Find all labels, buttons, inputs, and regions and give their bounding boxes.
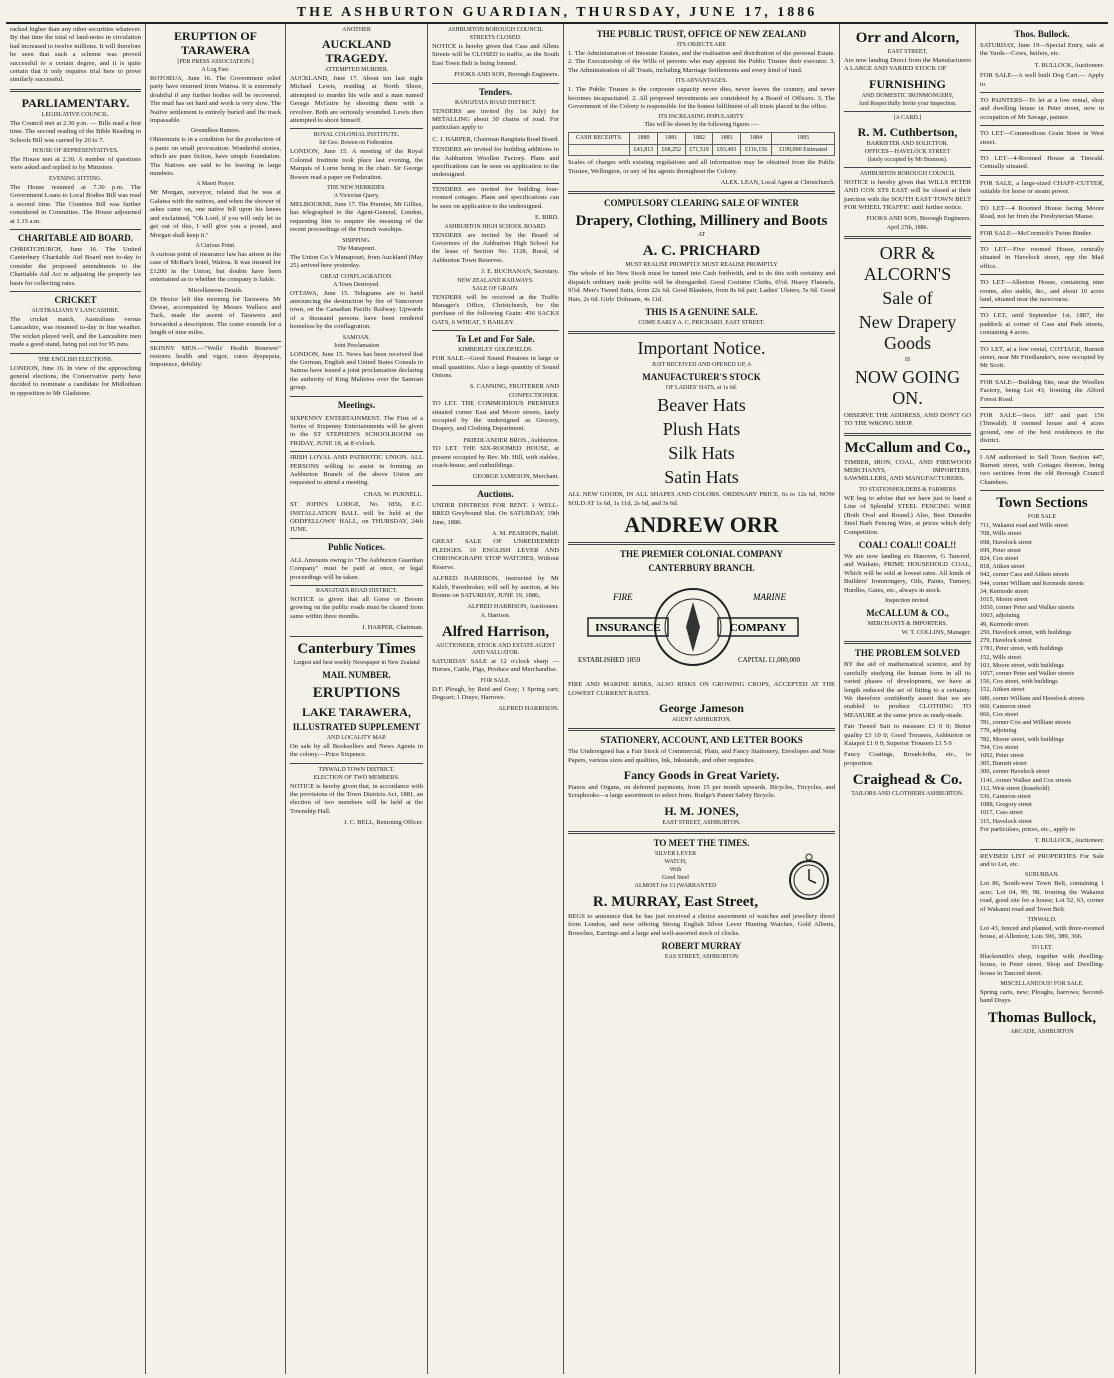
skinny-men-advert: SKINNY MEN.—"Wells' Health Renewer" restores health and vigor, cures dyspepsia, impotence, debility.	[150, 344, 281, 369]
table-header-cell: 1883	[713, 133, 741, 144]
evening-sitting-text: The House resumed at 7.30 p.m. The Government Loans to Local Bodies Bill was read a second time. The Counties Bill was further considered in Committee. The House adjourned at 1.15 a.m.	[10, 183, 141, 225]
silk-hats: Silk Hats	[668, 443, 735, 464]
fancy-goods: Fancy Goods in Great Variety.	[623, 767, 780, 782]
public-trust-popularity: ITS INCREASING POPULARITY.	[658, 114, 745, 121]
hats-prices: ALL NEW GOODS, IN ALL SHAPES AND COLORS. ORDINARY PRICE, 6s to 12s 6d, NOW SOLD AT 1s 6d, 1s 11d, 2s 6d, and 3s 6d.	[568, 491, 835, 507]
table-header-cell: CASH RECEIPTS.	[569, 133, 630, 144]
capital-amount: CAPITAL £1,000,000	[738, 655, 800, 664]
premier-colonial: THE PREMIER COLONIAL COMPANY	[619, 548, 784, 559]
press-association-tag: [PER PRESS ASSOCIATION.]	[177, 59, 254, 65]
samoan-text: LONDON, June 15. News has been received that the German, English and United States Consuls in Samoa have issued a joint proclamation declaring the authority of King Malietoa over the Samoan group.	[290, 350, 423, 392]
public-trust-footer: Scales of charges with existing regulations and all information may be obtained from the Public Trustee, Wellington, or any of his agents throughout the Colony.	[568, 159, 835, 175]
r-murray: R. MURRAY, East Street,	[592, 893, 759, 910]
conflagration-text: OTTAWA, June 15. Telegrams are to hand announcing the destruction by fire of Vancouver town, on the Canadian Pacific Railway. Upwards of a thousand persons have been rendered homeless by the conflagration.	[290, 289, 423, 331]
column-4	[428, 24, 564, 1374]
cricket-text: The cricket match, Australians versus Lancashire, was resumed to-day in fine weather. The wicket played well, and the Lancashire men made a good stand, being put out for 95 runs.	[10, 315, 141, 349]
craighead-subtitle: TAILORS AND CLOTHIERS ASHBURTON.	[851, 791, 964, 798]
prichard-name: A. C. PRICHARD	[642, 243, 761, 260]
borough-heading-2: ASHBURTON BOROUGH COUNCIL	[859, 170, 956, 177]
with-label: With	[669, 866, 682, 873]
pledges-auction-text: ALFRED HARRISON, instructed by Mr Kaleb, Pawnbroker, will sell by auction, at his Rooms on SATURDAY, JUNE 19, 1886,	[432, 575, 559, 599]
satin-hats: Satin Hats	[664, 467, 739, 488]
grain-sale-heading: SALE OF GRAIN.	[472, 285, 519, 292]
town-sections: Town Sections	[996, 495, 1088, 512]
metalling-tender: TENDERS are invited (by 1st July) for METALLING about 30 chains of road. For particulars apply to	[432, 107, 559, 132]
pledges-auction-heading: GREAT SALE OF UNREDEEMED PLEDGES. 10 ENGLISH LEVER AND CHRONOGRAPH STOP WATCHES, Without Reserve.	[432, 538, 559, 571]
table-cell	[569, 144, 630, 155]
miscellaneous-heading: Miscellaneous Details.	[188, 287, 243, 294]
watch-price: ALMOST for 13 (WARRANTED	[634, 882, 717, 889]
town-section-item: 1092, Peter street	[980, 751, 1024, 759]
tinwald-notice: NOTICE is hereby given that, in accordance with the provisions of the Town Districts Act, 1881, an election of two members will be held at the Township Hall.	[290, 782, 423, 815]
public-trust-advantages: ITS ADVANTAGES.	[675, 78, 728, 85]
craighead: Craighead & Co.	[852, 772, 963, 789]
bullock-ad: TO PAINTERS—To let at a low rental, shop and dwelling house in Peter street, now in occupation of Mr Savage, painter.	[980, 95, 1104, 126]
town-sections-list	[980, 522, 1104, 826]
offices-havelock: OFFICES—HAVELOCK STREET	[864, 148, 951, 155]
conflagration-subheading: A Town Destroyed.	[333, 281, 380, 288]
tinwald-lots-text: Lot 43, fenced and planted, with three-roomed house, at Allenton; Lots 306, 389, 366.	[980, 925, 1104, 941]
town-section-item: 112, West street (leasehold)	[980, 784, 1050, 792]
stationery-text: The Undersigned has a Fair Stock of Commercial, Plain, and Fancy Stationery, Envelopes and Note Papers, various sizes and qualities, Ink, Inkstands, and other requisites.	[568, 748, 835, 764]
town-section-item: 1017, Cass street	[980, 809, 1023, 817]
murray-address: EAS STREET, ASHBURTON	[664, 953, 739, 960]
bullock-ad: TO LET, until September 1st, 1887, the paddock at corner of Cass and Park streets, containing 4 acres.	[980, 310, 1104, 341]
shipping-heading: SHIPPING.	[342, 237, 371, 244]
canning-signature: S. CANNING, FRUITERER AND CONFECTIONER.	[469, 383, 559, 399]
hebrides-subheading: A Victorian Query.	[333, 193, 380, 200]
english-elections-heading: THE ENGLISH ELECTIONS.	[38, 356, 113, 363]
masthead: THE ASHBURTON GUARDIAN, THURSDAY, JUNE 17, 1886	[6, 4, 1108, 24]
bullock-ad: TO LET—4-Roomed House at Tinwald. Centrally situated.	[980, 153, 1104, 176]
clearing-sale-text: The whole of his New Stock must be turned into Cash forthwith, and to do this with certainty and dispatch ordinary trade profits will be disregarded. Good Costume Cloths, 6½d. Heavy Flannels, 9½d. Men's Tweed Suits, from 22s 6d. Good Blankets, from 8s 6d pair. Ladies' Ulsters, 5s 6d. Good Hats, 2s 6d. Girls' Dolmans, 4s 11d.	[568, 270, 835, 303]
parliamentary-heading: PARLIAMENTARY.	[21, 95, 130, 110]
samoan-heading: SAMOAN.	[342, 334, 371, 341]
institute-subheading: Sir Geo. Bowen on Federation.	[319, 140, 394, 147]
tinwald-heading: TINWALD TOWN DISTRICT.	[318, 766, 395, 773]
town-section-item: 680, corner William and Havelock streets	[980, 694, 1085, 702]
tenders-heading: Tenders.	[479, 86, 512, 97]
bullock-ad: TO LET—Commodious Grain Store in West street.	[980, 128, 1104, 151]
new-drapery-goods: New Drapery Goods	[858, 311, 957, 353]
rangitata-signature: J. HARPER, Chairman.	[362, 624, 423, 632]
town-section-item: 152, Wills street	[980, 653, 1022, 661]
guardian-company-notice: ALL Amounts owing to "The Ashburton Guardian Company" must be paid at once, or legal proceedings will be taken.	[290, 555, 423, 586]
steel-label: Good Steel	[662, 874, 689, 881]
lately-occupied: (lately occupied by Mr Branson).	[867, 156, 948, 163]
barrister: BARRISTER AND SOLICITOR.	[866, 140, 949, 147]
clearing-sale-heading: COMPULSORY CLEARING SALE OF WINTER	[604, 198, 799, 209]
samoan-subheading: Joint Proclamation	[333, 342, 380, 349]
observe-address: OBSERVE THE ADDRESS, AND DON'T GO TO THE WRONG SHOP.	[844, 411, 971, 428]
town-section-item: 1050, corner Peter and Walker streets	[980, 604, 1075, 612]
hebrides-text: MELBOURNE, June 17. The Premier, Mr Gillies, has telegraphed to the Agent-General, London, requesting him to enquire the meaning of the recent proceedings of the French warships.	[290, 201, 423, 234]
town-section-item: 300, corner Havelock street	[980, 768, 1050, 776]
canterbury-times-title: Canterbury Times	[297, 640, 416, 657]
town-section-item: 666, Cox street	[980, 710, 1019, 718]
jones-address: EAST STREET, ASHBURTON.	[662, 819, 741, 826]
orr-and-alcorn: Orr and Alcorn,	[855, 30, 960, 46]
shipping-subheading: The Manapouri.	[337, 245, 376, 252]
company-word: COMPANY	[729, 621, 787, 634]
meetings-heading: Meetings.	[337, 399, 376, 410]
pearson-signature: A. M. PEARSON, Bailiff.	[491, 530, 559, 538]
railways-heading: NEW ZEALAND RAILWAYS.	[457, 277, 534, 284]
pocket-watch-icon	[785, 853, 833, 901]
town-section-item: 1063, adjoining	[980, 612, 1020, 620]
eruption-text: ROTORUA, June 16. The Government relief party have returned from Wairoa. It is extremely doubtful if any further bodies will be recovered. The mud has set hard and work is very slow. The Native settlement is entirely buried and the track impassable.	[150, 75, 281, 125]
bullock-ad: TO LET—4 Roomed House facing Moore Road, not far from the Presbyterian Manse.	[980, 203, 1104, 226]
collins-signature: W. T. COLLINS, Manager.	[901, 628, 971, 636]
streets-closed-heading: STREETS CLOSED.	[469, 35, 522, 41]
borough-council-heading: ASHBURTON BOROUGH COUNCIL	[447, 27, 544, 33]
groundless-rumors-text: Ohinemutu is in a condition for the production of a panic on small provocation. Wonderful stories, which are pure fiction, have simple foundation. The Natives are said to be leaving in large numbers.	[150, 136, 281, 178]
woollen-factory-tender: TENDERS are invited for building additions to the Ashburton Woollen Factory. Plans and specifications can be seen on application to the undersigned.	[432, 144, 559, 184]
arcade-address: ARCADE, ASHBURTON	[1010, 1028, 1074, 1035]
log-fast-heading: A Log Fast.	[201, 67, 230, 73]
merchants-importers: MERCHANTS & IMPORTERS.	[867, 620, 948, 627]
representatives-text: The House met at 2.30. A number of questions were asked and replied to by Ministers.	[10, 156, 141, 172]
must-realise: MUST REALISE PROMPTLY MUST REALISE PROMPTLY	[625, 262, 778, 269]
bullock-ad: TO LET—Allenton House, containing nine rooms, also stable, &c., and about 10 acres land, situated near the racecourse.	[980, 277, 1104, 308]
fencing-wire-text: WE beg to advise that we have just to hand a Line of Splendid STEEL FENCING WIRE (Both Oval and Round.) Also, Best Dunedin Steel Barb Fencing Wire, at prices which defy Competition.	[844, 494, 971, 536]
public-trust-heading: THE PUBLIC TRUST, OFFICE OF NEW ZEALAND	[596, 29, 807, 39]
column-7	[976, 24, 1108, 1374]
english-elections-text: LONDON, June 16. In view of the approaching general elections, the Conservative party have decided to nominate a candidate for Midlothian in opposition to Mr Gladstone.	[10, 364, 141, 397]
town-section-item: 536, Cameron street	[980, 792, 1031, 800]
miscellaneous-sale-text: Spring carts, new; Ploughs, harrows; Second-hand Drays.	[980, 989, 1104, 1005]
meet-the-times: TO MEET THE TIMES.	[653, 837, 750, 848]
premises-to-let: TO LET. THE COMMODIOUS PREMISES situated corner East and Moore streets, lately occupied by the undersigned as Grocery, Drapery, and Clothing Department.	[432, 400, 559, 433]
harrison-saturday-sale: SATURDAY SALE at 12 o'clock sharp — Horses, Cattle, Pigs, Produce and Merchandise.	[432, 657, 559, 674]
town-section-item: 1781, Peter street, with buildings	[980, 645, 1064, 653]
high-school-tender: TENDERS are invited by the Board of Governors of the Ashburton High School for the lease of Section No. 1128, Rural, of Ashburton Town Reserves.	[432, 231, 559, 264]
just-received: JUST RECEIVED AND OPENED UP, A	[651, 362, 752, 369]
now-going-on: NOW GOING ON.	[854, 366, 961, 408]
important-notice: Important Notice.	[637, 338, 766, 359]
town-section-item: 250, Havelock street, with buildings	[980, 628, 1072, 636]
jameson-signature: GEORGE JAMESON, Merchant.	[472, 473, 559, 481]
town-section-item: 698, Havelock street	[980, 538, 1032, 546]
beaver-hats: Beaver Hats	[657, 395, 746, 416]
fancy-coatings: Fancy Coatings, Broadcloths, etc., to proportion.	[844, 751, 971, 767]
ladies-hats: OF LADIES' HATS, at 1s 6d.	[665, 385, 738, 392]
curious-point-text: A curious point of insurance law has arisen in the case of McRae's hotel, Wairoa. It was insured for £1200 in the Union, but doubts have been entertained as to whether the company is liable.	[150, 250, 281, 284]
shipping-text: The Union Co.'s Manapouri, from Auckland (May 25) arrived here yesterday.	[290, 253, 423, 270]
town-section-item: 818, Aitken street	[980, 563, 1025, 571]
town-section-item: 824, Cox street	[980, 555, 1019, 563]
public-trust-objects: ITS OBJECTS ARE	[676, 42, 726, 48]
insurance-company-emblem	[568, 582, 818, 672]
lodge-ball-notice: ST JOHN'S LODGE, No. 1856, E.C. INSTALLATION BALL will be held at the ODDFELLOWS' HALL, on THURSDAY, 24th JUNE.	[290, 499, 423, 539]
is-label: IS	[904, 356, 911, 363]
column-6	[840, 24, 976, 1374]
to-let-lots-heading: TO LET.	[1031, 944, 1053, 951]
lake-tarawera-headline: LAKE TARAWERA,	[302, 704, 411, 719]
table-cell: £93,493	[713, 144, 741, 155]
borough-signature-2: FOOKS AND SON, Borough Engineers.	[866, 215, 971, 223]
at-label: AT	[697, 232, 706, 239]
public-trust-signature: ALEX. LEAN, Local Agent at Christchurch.	[720, 179, 835, 187]
problem-text: BY the aid of mathematical science, and by carefully studying the human form in all its varied phases of development, we have at length reduced the art of fitting to a certainty. We therefore confidently assert that we are enabled to produce CLOTHING TO MEASURE at the same price as ready-made.	[844, 661, 971, 719]
column-2	[146, 24, 286, 1374]
town-section-item: 944, corner William and Kermode streets	[980, 579, 1084, 587]
coal-heading: COAL! COAL!! COAL!!	[858, 539, 957, 550]
insurance-word: INSURANCE	[595, 621, 661, 634]
insurance-risks: FIRE AND MARINE RISKS, ALSO RISKS ON GROWING CROPS, ACCEPTED AT THE LOWEST CURRENT RATES.	[568, 681, 835, 697]
curious-point-heading: A Curious Point.	[195, 242, 236, 249]
town-section-item: 49, Kermode street	[980, 620, 1029, 628]
bullock-ad: TO LET, at a low rental, COTTAGE, Burnett street, near Mr Friedlander's, now occupied by Mr Scott.	[980, 344, 1104, 375]
stationholders: TO STATIONHOLDERS & FARMERS	[859, 486, 956, 493]
coal-text: We are now landing ex Hanover, G Tancred, and Waikato, PRIME HOUSEHOLD COAL, Which will be sold at lowest rates. All kinds of Builders' Ironmongery, Oils, Paints, Turnery, Hurdles, Gates, etc., always in stock.	[844, 552, 971, 594]
established-year: ESTABLISHED 1859	[578, 655, 641, 664]
table-header-cell: 1884	[741, 133, 772, 144]
revised-list: REVISED LIST of PROPERTIES For Sale and to Let, etc.	[980, 852, 1104, 868]
murray-signature: ROBERT MURRAY	[661, 940, 742, 951]
times-sale-notice: On sale by all Booksellers and News Agents in the colony.—Price Sixpence.	[290, 742, 423, 759]
harrison-role: AUCTIONEER, STOCK AND ESTATE AGENT AND VALUATOR.	[435, 642, 556, 656]
greyhound-auction: UNDER DISTRESS FOR RENT. 1 WELL-BRED Greyhound Slut. On SATURDAY, 19th June, 1886.	[432, 501, 559, 526]
public-trust-objects-text: 1. The Administration of Intestate Estates, and the realisation and distribution of the personal Estate. 2. The Executorship of the Wills of persons who may appoint the Public Trustee their executor. 3. The Administration of all Trusts, including Marriage Settlements and every kind of fund.	[568, 50, 835, 74]
harrison-final-signature: ALFRED HARRISON.	[498, 705, 559, 713]
suit-prices: Fair Tweed Suit to measure £3 0 0; Better quality £3 10 0; Good Trousers, Ashburton or Kaiapoi £1 0 0; Superior Trousers £1 5 0	[844, 723, 971, 747]
auctions-heading: Auctions.	[477, 488, 514, 499]
kimberley-heading: KIMBERLEY GOLDFIELDS.	[458, 347, 533, 354]
potatoes-for-sale: FOR SALE—Good Sound Potatoes in large or small quantities. Also a large quantity of Sound Onions.	[432, 355, 559, 379]
miscellaneous-sale-heading: MISCELLANEOUS! FOR SALE.	[1000, 981, 1084, 988]
town-section-item: 1015, Moore street	[980, 596, 1028, 604]
murray-text: BEGS to announce that he has just received a choice assortment of watches and jewellery direct from London, and now offering Strong English Silver Lever Hunting Watches, Gold Alberts, Brooches, Earrings and a large and well-assorted stock of clocks.	[568, 912, 835, 937]
cottages-tender-signature: E. BIRD.	[535, 214, 559, 222]
drapery-headline: Drapery, Clothing, Millinery and Boots	[575, 213, 828, 230]
silver-lever: SILVER LEVER	[654, 850, 697, 857]
eruptions-headline: ERUPTIONS	[312, 684, 401, 701]
house-to-let: TO LET. THE SIX-ROOMED HOUSE, at present occupied by Rev. Mr. Hill, with stables, coach-house, and outbuildings.	[432, 445, 559, 470]
tinwald-signature: J. C. BELL, Returning Officer.	[343, 819, 423, 827]
town-section-item: 1141, corner Walker and Cox streets	[980, 776, 1072, 784]
ironmongery: AND DOMESTIC IRONMONGERY,	[861, 92, 954, 99]
public-trust-figures-caption: This will be shown by the following figures :—	[644, 122, 759, 129]
grain-sale-tender: TENDERS will be received at the Traffic Manager's Office, Christchurch, for the purchase of the following Grain: 456 SACKS OATS, 6 WHEAT, 5 BARLEY.	[432, 293, 559, 326]
table-header-cell: 1885	[772, 133, 835, 144]
town-section-item: 315, Havelock street	[980, 817, 1032, 825]
public-trust-advantages-text: 1. The Public Trustee is the corporate capacity never dies, never leaves the country, and never becomes incapacitated. 2. All proposed investments are considered by a Board of Officers. 3. The Government of the Colony is responsible for the honest fulfilment of all trusts placed in the office.	[568, 86, 835, 111]
fire-word: FIRE	[613, 591, 633, 602]
charitable-aid-heading: CHARITABLE AID BOARD.	[17, 232, 134, 243]
another-tag: ANOTHER	[342, 27, 371, 33]
stationery-heading: STATIONERY, ACCOUNT, AND LETTER BOOKS	[600, 735, 803, 746]
table-cell: £71,519	[685, 144, 713, 155]
cuthbertson: R. M. Cuthbertson,	[857, 124, 958, 139]
town-section-item: 781, corner Cox and William streets	[980, 719, 1071, 727]
george-jameson: George Jameson	[659, 701, 744, 716]
mccallum: McCallum and Co.,	[844, 439, 971, 456]
streets-closed-notice: NOTICE is hereby given that Cass and Allens Streets will be CLOSED to traffic, as the South East Town Belt is being formed.	[432, 43, 559, 67]
canterbury-times-subtitle: Largest and best weekly Newspaper in New Zealand	[293, 659, 420, 666]
suburban-heading: SUBURBAN.	[1024, 872, 1060, 879]
sixpenny-entertainment-notice: SIXPENNY ENTERTAINMENT. The First of a Series of Sixpenny Entertainments will be given in the ST STEPHEN'S SCHOOLROOM on FRIDAY, JUNE 18, at 8 o'clock.	[290, 413, 423, 453]
legislative-council-text: The Council met at 2.30 p.m. — Bills read a first time. The second reading of the Bible Reading in Schools Bill was carried by 20 to 7.	[10, 119, 141, 144]
harrison-sub: A. Harrison.	[480, 612, 511, 619]
charitable-aid-text: CHRISTCHURCH, June 16. The United Canterbury Charitable Aid Board met to-day to consider the proposed amendments to the Charitable Aid Act re adjusting the property tax basis for collecting rates.	[10, 245, 141, 287]
harrison-sale-list: D.F. Plough, by Reid and Gray; 1 Spring cart; Dogcart; 1 Drays; Harrows.	[432, 685, 559, 701]
plush-hats: Plush Hats	[662, 419, 741, 440]
orr-alcorns: ORR & ALCORN'S	[863, 242, 952, 284]
lead-article: racked higher than any other securities whatever. By that time the total of land-notes in circulation had increased to twelve millions. It will therefore be seen that such a scheme was proved successful to a certain degree, and it is quite certain that it only requires trial here to prove similarly successful.	[10, 26, 141, 84]
borough-notice-2: NOTICE is hereby given that WILLS PETER AND COX STS EAST will be closed at their junction with the SOUTH EAST TOWN BELT FOR WHEEL TRAFFIC until further notice.	[844, 178, 971, 212]
bullock-ad: FOR SALE—Secs. 187 and part 156 (Tinwald). 8 roomed house and 4 acres ground, one of the best residences in the district.	[980, 410, 1104, 450]
mccallum-subtitle: TIMBER, IRON, COAL, AND FIREWOOD MERCHANTS, IMPORTERS, SAWMILLERS, AND MANUFACTURERS.	[844, 458, 971, 483]
mail-number: MAIL NUMBER.	[322, 669, 391, 680]
high-school-signature: J. E. BUCHANAN, Secretary.	[481, 268, 559, 276]
canterbury-branch: CANTERBURY BRANCH.	[648, 562, 755, 573]
problem-solved: THE PROBLEM SOLVED	[854, 648, 961, 659]
inspection-invited: Inspection invited.	[885, 597, 930, 604]
locality-map: AND LOCALITY MAP.	[326, 734, 387, 741]
high-school-heading: ASHBURTON HIGH SCHOOL BOARD.	[444, 223, 547, 230]
come-early: COME EARLY A. C. PRICHARD, EAST STREET.	[638, 320, 765, 327]
irish-union-notice: IRISH LOYAL AND PATRIOTIC UNION. ALL PERSONS willing to assist in forming an Ashburton Branch of the above Union are requested to attend a meeting.	[290, 454, 423, 487]
institute-text: LONDON, June 15. A meeting of the Royal Colonial Institute took place last evening, the Marquis of Lorne being in the chair. Sir George Bowen read a paper on Federation.	[290, 148, 423, 181]
suburban-text: Lot 86, South-west Town Belt, containing 1 acre; Lot 04, 99, 98, fronting the Wakanui road, good site for a house; Lot 52, 63, corner of Wakanui road and Town Belt.	[980, 880, 1104, 913]
metalling-tender-signature: C. J. HARPER, Chairman Rangitata Road Board.	[432, 135, 559, 143]
town-section-item: 1057, corner Peter and Walker streets	[980, 669, 1075, 677]
town-section-item: 779, adjoining	[980, 727, 1017, 735]
table-cell: £41,813	[630, 144, 658, 155]
agent-ashburton: AGENT ASHBURTON.	[671, 717, 732, 724]
legislative-council-heading: LEGISLATIVE COUNCIL.	[41, 111, 110, 118]
orr-invite: And Respectfully Invite your Inspection.	[858, 100, 957, 107]
bullock-ad: FOR SALE, a large-sized CHAFF-CUTTER, suitable for horse or steam power.	[980, 178, 1104, 201]
harrison-for-sale: FOR SALE.	[480, 677, 511, 684]
orr-east-street: EAST STREET,	[887, 49, 928, 55]
cash-receipts-table	[568, 132, 835, 156]
town-section-item: 708, Wills street	[980, 530, 1022, 538]
bullock-ad: FOR SALE—A well built Dog Cart.— Apply to	[980, 70, 1104, 93]
column-3	[286, 24, 428, 1374]
watch-label: WATCH,	[664, 858, 687, 865]
auckland-tragedy-heading: AUCKLAND TRAGEDY.	[321, 37, 392, 65]
table-header-cell: 1880	[630, 133, 658, 144]
card-tag: [A CARD.]	[893, 114, 922, 121]
streets-closed-signature: FOOKS AND SON, Borough Engineers.	[454, 71, 559, 79]
thomas-bullock: Thomas Bullock,	[987, 1009, 1097, 1026]
bullock-ad: FOR SALE—McCormick's Twine Binder.	[980, 228, 1104, 242]
borough-date: April 27th, 1886.	[886, 224, 929, 231]
town-section-item: 711, Wakanui road and Wills street	[980, 522, 1068, 530]
harrison-auction-signature: ALFRED HARRISON, Auctioneer.	[467, 603, 559, 611]
to-let-heading: To Let and For Sale.	[456, 334, 535, 345]
bullock-ad: TO LET—Five roomed House, centrally situated in Havelock street, opp the Mail office.	[980, 244, 1104, 275]
column-5	[564, 24, 840, 1374]
town-section-item: 156, Cox street, with buildings	[980, 678, 1058, 686]
miscellaneous-text: Dr Hector left this morning for Tarawera. Mr Dewar, accompanied by Messrs Wallace and Tuck, made the ascent of Tarawera and forwarded a description. The crater extends for a length of nine miles.	[150, 295, 281, 337]
hm-jones: H. M. JONES,	[664, 803, 739, 818]
town-section-item: 699, Peter street	[980, 546, 1021, 554]
table-cell: £116,156	[741, 144, 772, 155]
illustrated-supplement: ILLUSTRATED SUPPLEMENT	[292, 721, 421, 732]
table-cell: £68,252	[657, 144, 685, 155]
town-section-item: 660, Cameron street	[980, 702, 1031, 710]
marine-word: MARINE	[753, 591, 786, 602]
harrison-name: Alfred Harrison,	[441, 623, 550, 640]
table-header-cell: 1882	[685, 133, 713, 144]
fancy-goods-text: Pianos and Organs, on deferred payments, from 15 per month upwards. Bicycles, Tricycles, and Scrapbooks—a large assortment to select from. Rudge's Patent Safety Bicycle.	[568, 783, 835, 800]
representatives-heading: HOUSE OF REPRESENTATIVES.	[32, 148, 119, 155]
cricket-heading: CRICKET	[54, 294, 97, 305]
cottages-tender: TENDERS are invited for building four-roomed cottages. Plans and specifications can be seen on application to the undersigned.	[432, 185, 559, 210]
town-section-item: 794, Cox street	[980, 743, 1019, 751]
maori-prayer-heading: A Maori Prayer.	[196, 181, 235, 188]
town-section-item: 34, Kermode street	[980, 587, 1029, 595]
public-notices-heading: Public Notices.	[328, 541, 385, 552]
bullock-signature: T. BULLOCK, Auctioneer.	[1034, 837, 1104, 845]
evening-sitting-heading: EVENING SITTING.	[49, 175, 102, 182]
particulars: For particulars, prices, etc., apply to	[980, 825, 1076, 833]
cricket-subheading: AUSTRALIANS V LANCASHIRE.	[31, 307, 120, 314]
town-section-item: 942, corner Cass and Aitken streets	[980, 571, 1069, 579]
groundless-rumors-heading: Groundless Rumors.	[190, 128, 241, 135]
furnishing: FURNISHING	[869, 76, 946, 91]
manufacturers-stock: MANUFACTURER'S STOCK	[642, 372, 761, 383]
andrew-orr: ANDREW ORR	[624, 511, 779, 537]
town-section-item: 279, Havelock street	[980, 637, 1032, 645]
rangitata-heading: RANGITATA ROAD DISTRICT.	[315, 588, 398, 595]
orr-text: Are now landing Direct from the Manufacturers A LARGE AND VARIED STOCK OF	[844, 57, 971, 73]
attempted-murder-heading: ATTEMPTED MURDER.	[324, 67, 389, 73]
table-cell: £199,000 Estimated	[772, 144, 835, 155]
bullock-ad: I AM authorised to Sell Town Section 447, Burnett street, with Cottages thereon, being two sections from the old Borough Council Chambers.	[980, 452, 1104, 492]
genuine-sale: THIS IS A GENUINE SALE.	[645, 307, 758, 318]
to-let-lots-text: Blacksmith's shop, together with dwelling-house, in Peter street. Shop and Dwelling-house in Tancred street.	[980, 952, 1104, 977]
tinwald-subheading: ELECTION OF TWO MEMBERS.	[313, 774, 400, 781]
town-section-item: 782, Moore street, with buildings	[980, 735, 1064, 743]
irish-union-signature: CHAS. W. PURNELL.	[363, 490, 423, 498]
town-section-item: 103, Moore street, with buildings	[980, 661, 1064, 669]
bullock-ad: FOR SALE—Building Site, near the Woollen Factory, being Lot 43, fronting the Alford Forest Road.	[980, 377, 1104, 408]
maori-prayer-text: Mr Morgan, surveyor, related that he was at Galatea with the natives, and when the shower of ashes came on, one native fell upon his knees and exclaimed, "Oh Lord, if you will only let us get out of this, I will give you a pound, and Morgan shall keep it."	[150, 189, 281, 239]
column-grid	[6, 24, 1108, 1374]
conflagration-heading: GREAT CONFLAGRATION.	[320, 273, 393, 280]
for-sale-label: FOR SALE	[1027, 514, 1057, 521]
hebrides-heading: THE NEW HEBRIDES.	[326, 185, 387, 192]
town-section-item: 1088, Gregory street	[980, 801, 1032, 809]
town-section-item: 305, Burnett street	[980, 760, 1027, 768]
friedlander-signature: FRIEDLANDER BROS., Ashburton.	[463, 436, 559, 444]
eruption-heading: ERUPTION OF TARAWERA	[173, 29, 257, 57]
town-section-item: 152, Aitken street	[980, 686, 1025, 694]
auckland-tragedy-text: AUCKLAND, June 17. About ten last night Michael Lewis, residing at North Shore, attempted to murder his wife and a man named George McGuire by shooting them with a revolver. Both are seriously wounded. Lewis then attempted to shoot himself.	[290, 75, 423, 125]
table-header-cell: 1881	[657, 133, 685, 144]
bullock-signature: T. BULLOCK, Auctioneer.	[1034, 61, 1104, 69]
institute-heading: ROYAL COLONIAL INSTITUTE.	[313, 132, 400, 139]
bullock-ad: SATURDAY, June 19—Special Entry, sale at the Yards—Cows, heifers, etc.	[980, 42, 1104, 58]
bullock-heading: Thos. Bullock.	[1014, 29, 1070, 39]
mccallum-2: McCALLUM & CO.,	[866, 607, 949, 618]
rangitata-notice: NOTICE is given that all Gorse or Broom growing on the public roads must be cleared from same within three months.	[290, 596, 423, 620]
tinwald-lots-heading: TINWALD.	[1027, 917, 1057, 924]
rangitata-tender-heading: RANGITATA ROAD DISTRICT.	[454, 99, 537, 106]
column-1	[6, 24, 146, 1374]
sale-of: Sale of	[882, 287, 933, 308]
